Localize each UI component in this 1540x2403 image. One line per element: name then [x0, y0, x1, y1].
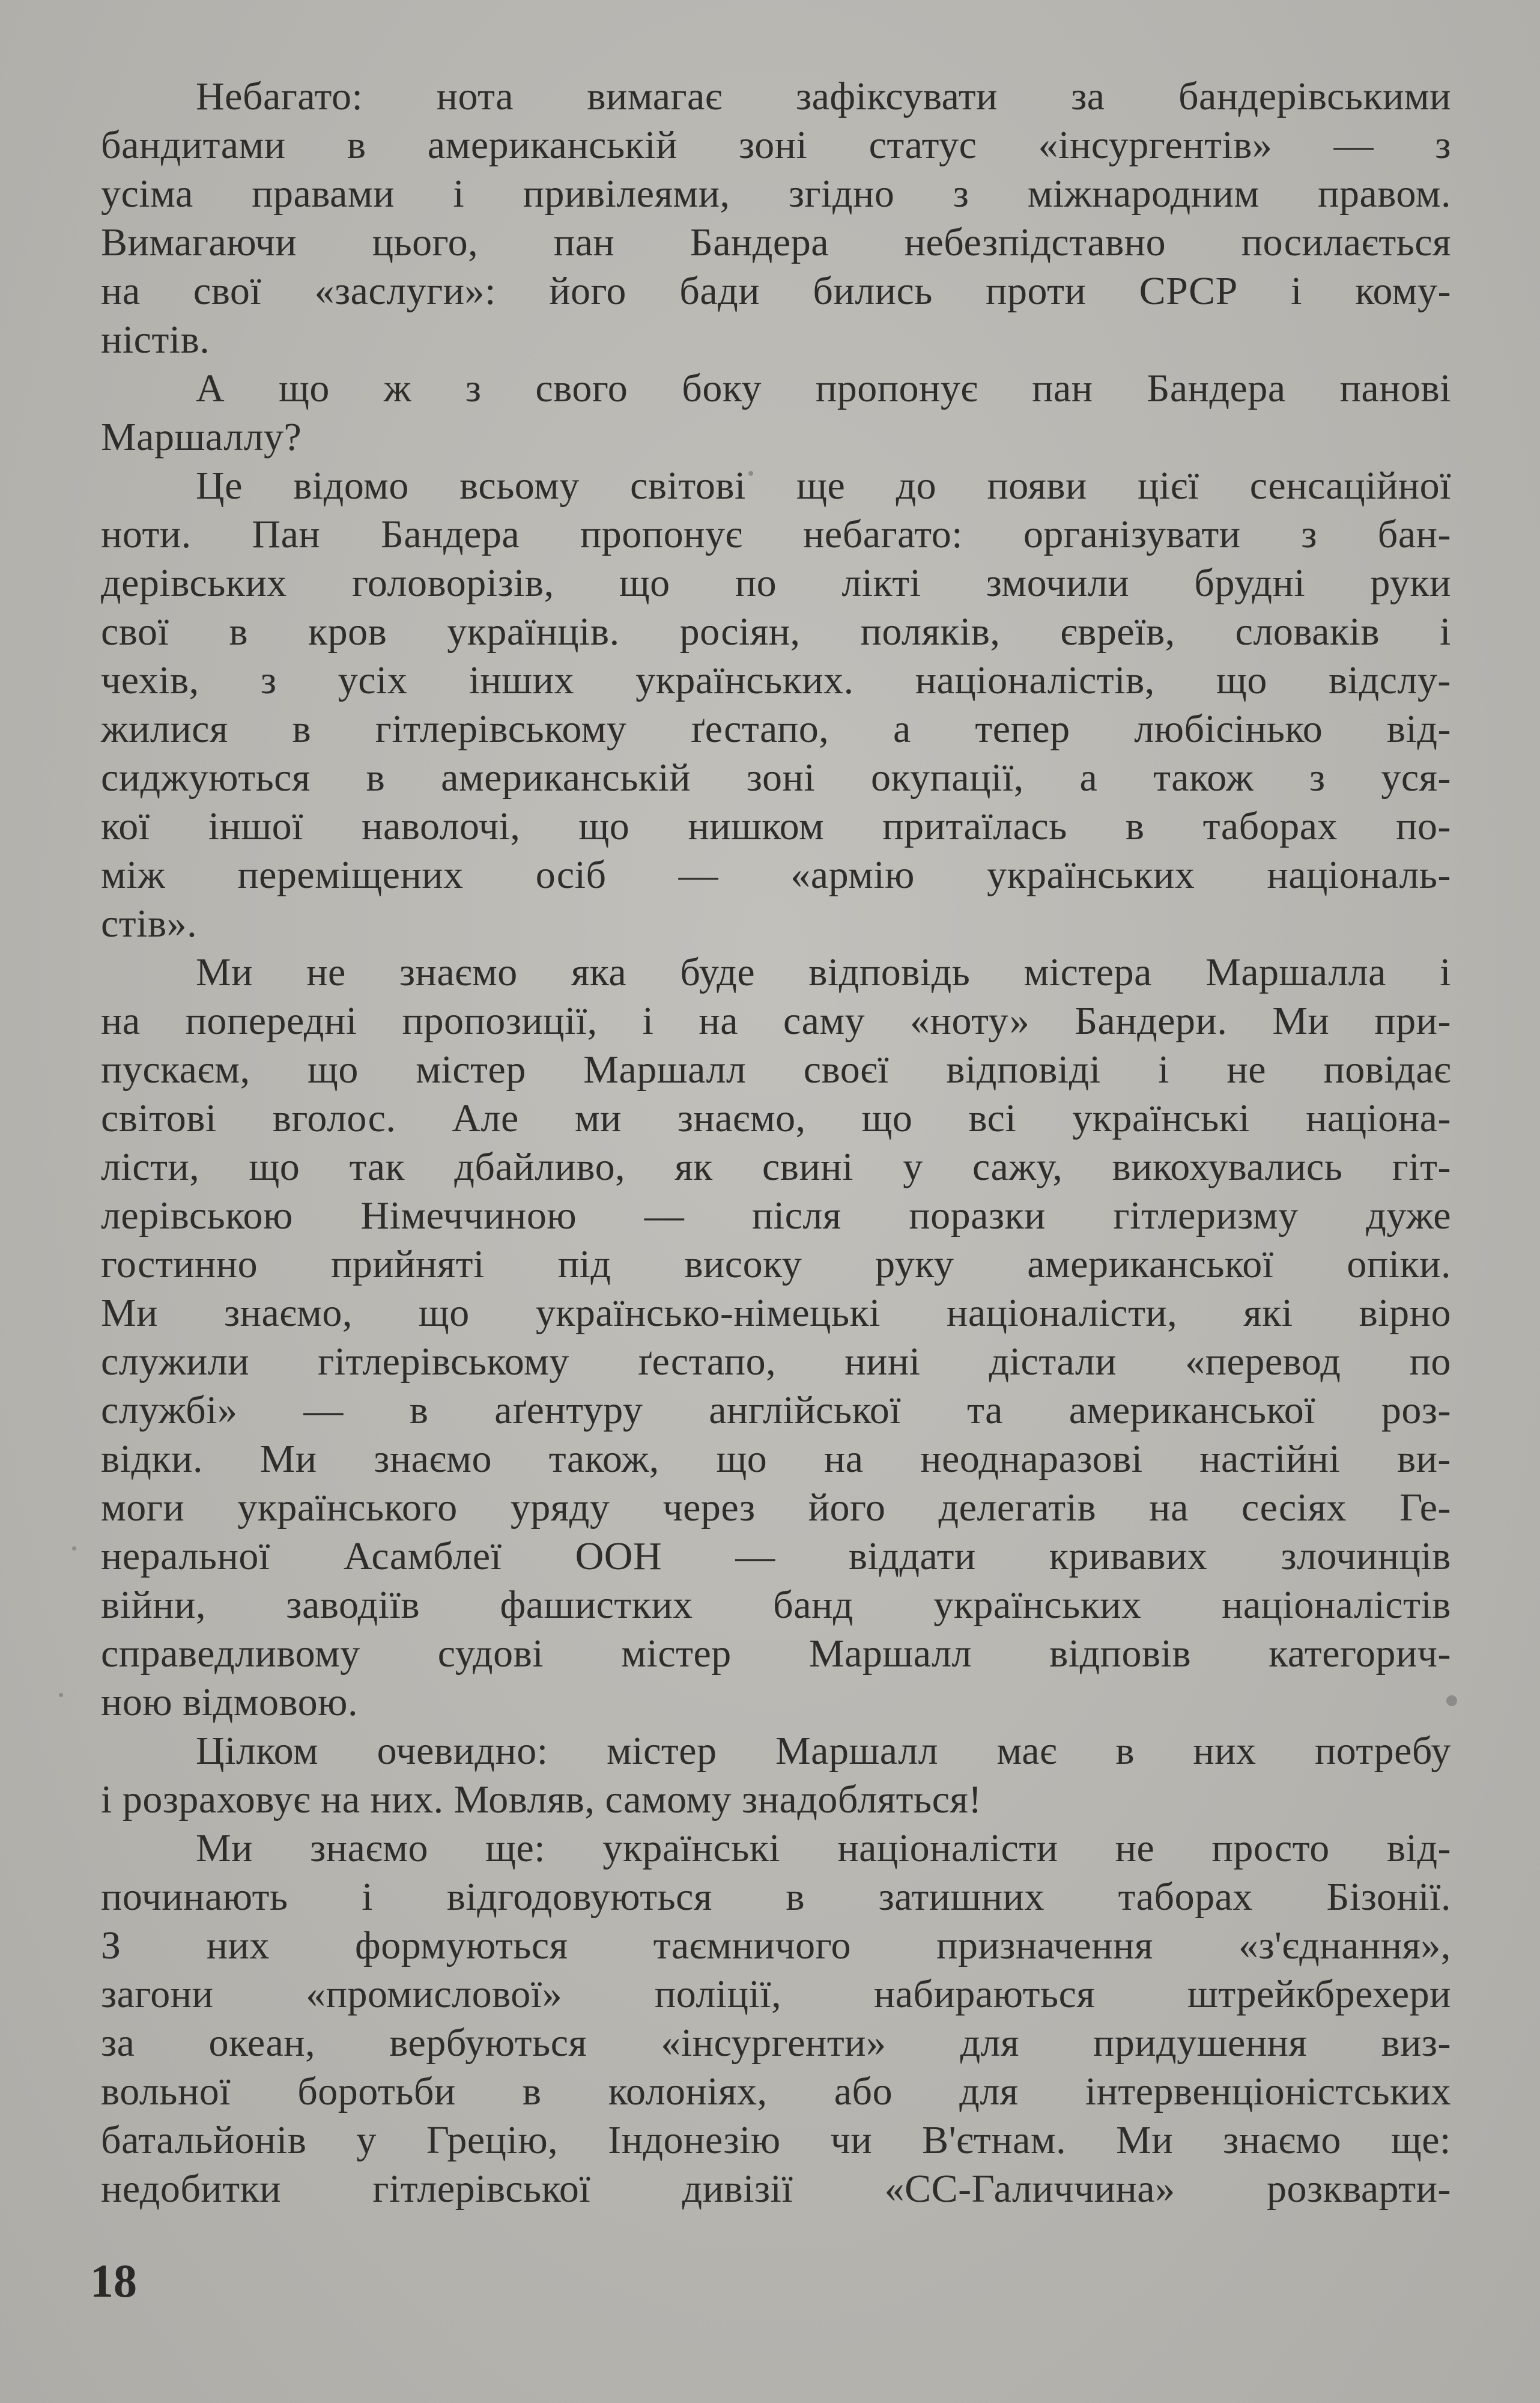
text-line: на свої «заслуги»: його бади бились проти СРСР і кому- — [101, 269, 1451, 313]
text-line: усіма правами і привілеями, згідно з міжнародним правом. — [101, 172, 1451, 216]
text-line: Маршаллу? — [101, 415, 302, 459]
text-line: Вимагаючи цього, пан Бандера небезпідставно посилається — [101, 220, 1451, 264]
text-line: Небагато: нота вимагає зафіксувати за бандерівськими — [196, 74, 1451, 118]
text-line: чехів, з усіх інших українських. націоналістів, що відслу- — [101, 658, 1451, 702]
text-line: сиджуються в американській зоні окупації, а також з уся- — [101, 756, 1451, 800]
text-line: Ми не знаємо яка буде відповідь містера Маршалла і — [196, 950, 1451, 994]
text-line: ністів. — [101, 318, 210, 362]
text-line: Цілком очевидно: містер Маршалл має в них потребу — [196, 1729, 1451, 1773]
text-line: лісти, що так дбайливо, як свині у сажу, викохувались гіт- — [101, 1145, 1451, 1189]
text-line: дерівських головорізів, що по лікті змочили брудні руки — [101, 561, 1451, 605]
text-line: пускаєм, що містер Маршалл своєї відповіді і не повідає — [101, 1048, 1451, 1092]
text-line: служили гітлерівському ґестапо, нині дістали «перевод по — [101, 1340, 1451, 1384]
text-line: світові вголос. Але ми знаємо, що всі українські націона- — [101, 1096, 1451, 1140]
paper-speck — [1446, 1695, 1457, 1706]
text-line: недобитки гітлерівської дивізії «СС-Галиччина» розкварти- — [101, 2167, 1451, 2211]
text-line: відки. Ми знаємо також, що на неоднаразові настійні ви- — [101, 1437, 1451, 1481]
text-line: лерівською Німеччиною — після поразки гітлеризму дуже — [101, 1194, 1451, 1238]
text-line: війни, заводіїв фашистких банд українських націоналістів — [101, 1583, 1451, 1627]
body-text — [101, 72, 1451, 2213]
text-line: вольної боротьби в колоніях, або для інтервенціоністських — [101, 2070, 1451, 2113]
text-line: батальйонів у Грецію, Індонезію чи В'єтнам. Ми знаємо ще: — [101, 2118, 1451, 2162]
text-line: Ми знаємо, що українсько-німецькі націоналісти, які вірно — [101, 1291, 1451, 1335]
paper-speck — [59, 1693, 63, 1697]
text-line: на попередні пропозиції, і на саму «ноту» Бандери. Ми при- — [101, 999, 1451, 1043]
text-line: ноти. Пан Бандера пропонує небагато: організувати з бан- — [101, 512, 1451, 556]
text-line: ною відмовою. — [101, 1680, 358, 1724]
page-number: 18 — [90, 2255, 137, 2307]
text-line: жилися в гітлерівському ґестапо, а тепер любісінько від- — [101, 707, 1451, 751]
text-line: за океан, вербуються «інсургенти» для придушення виз- — [101, 2021, 1451, 2065]
text-line: починають і відгодовуються в затишних таборах Бізонії. — [101, 1875, 1451, 1919]
text-line: Ми знаємо ще: українські націоналісти не просто від- — [196, 1826, 1451, 1870]
text-line: справедливому судові містер Маршалл відповів категорич- — [101, 1632, 1451, 1675]
text-line: неральної Асамблеї ООН — віддати кривавих злочинців — [101, 1534, 1451, 1578]
text-line: стів». — [101, 902, 198, 946]
paper-speck — [72, 1546, 76, 1551]
text-line: свої в кров українців. росіян, поляків, євреїв, словаків і — [101, 610, 1451, 654]
text-line: А що ж з свого боку пропонує пан Бандера панові — [196, 366, 1451, 410]
text-line: моги українського уряду через його делегатів на сесіях Ге- — [101, 1486, 1451, 1530]
text-line: бандитами в американській зоні статус «інсургентів» — з — [101, 123, 1451, 167]
text-line: службі» — в аґентуру англійської та американської роз- — [101, 1388, 1451, 1432]
paper-speck — [748, 471, 753, 476]
text-line: гостинно прийняті під високу руку американської опіки. — [101, 1242, 1451, 1286]
text-line: З них формуються таємничого призначення «з'єднання», — [101, 1924, 1451, 1967]
text-line: загони «промислової» поліції, набираються штрейкбрехери — [101, 1972, 1451, 2016]
text-line: між переміщених осіб — «армію українських національ- — [101, 853, 1451, 897]
text-line: Це відомо всьому світові ще до появи цієї сенсаційної — [196, 464, 1451, 508]
text-line: кої іншої наволочі, що нишком притаїлась в таборах по- — [101, 804, 1451, 848]
text-line: і розраховує на них. Мовляв, самому знадобляться! — [101, 1778, 982, 1821]
